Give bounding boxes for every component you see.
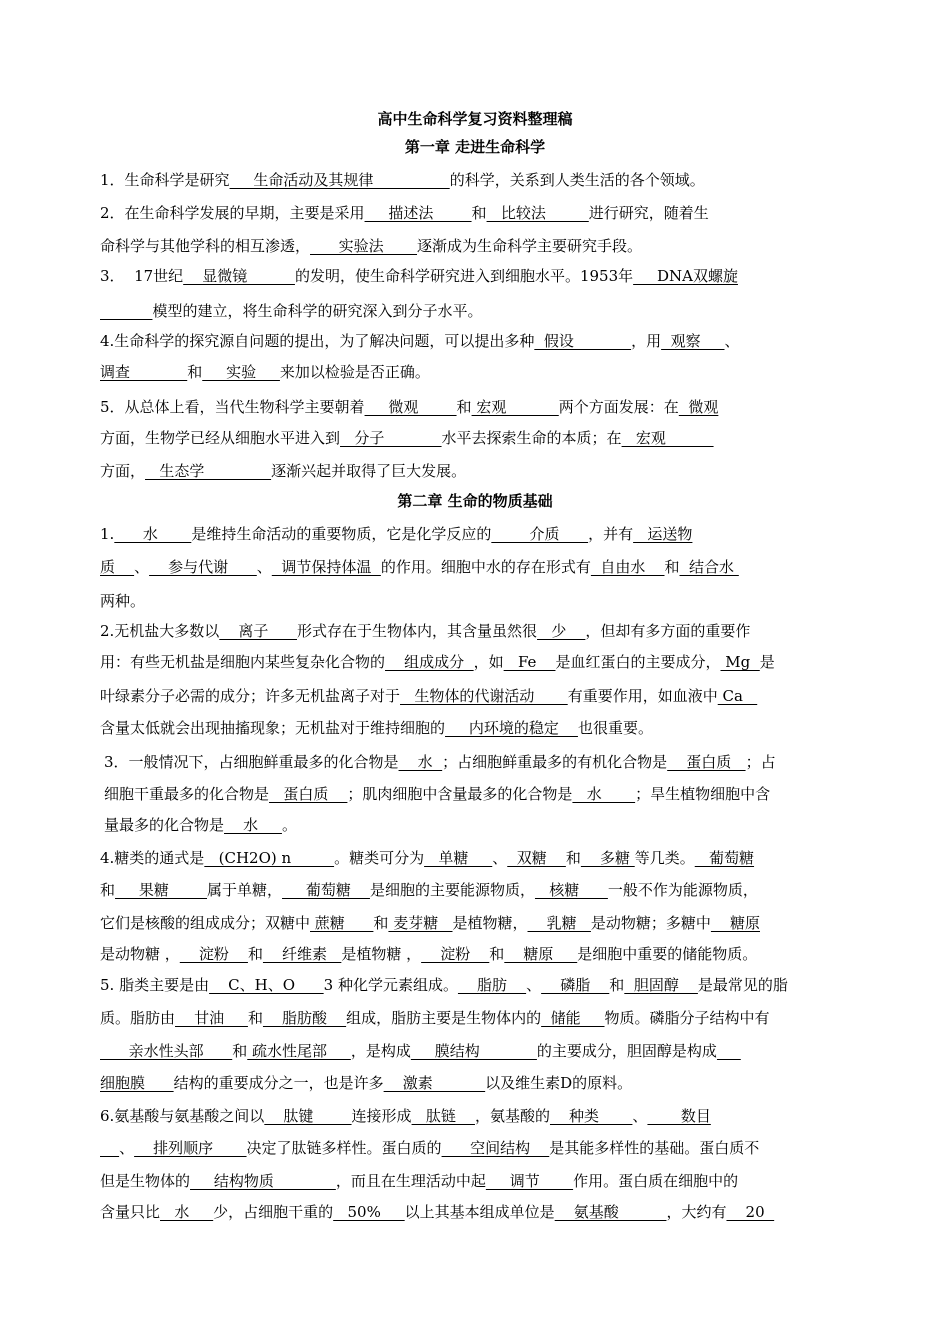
text-line xyxy=(100,203,860,223)
text-segment: 量最多的化合物是 xyxy=(104,816,225,834)
text-segment: ，并有 xyxy=(588,525,634,543)
text-segment: 用：有些无机盐是细胞内某些复杂化合物的 xyxy=(100,653,386,671)
fill-in-answer: 参与代谢 xyxy=(149,558,257,576)
text-segment: 但是生物体的 xyxy=(100,1172,191,1190)
text-segment: 2.无机盐大多数以 xyxy=(100,622,220,640)
fill-in-answer: 葡萄糖 xyxy=(282,881,370,899)
fill-in-answer: 甘油 xyxy=(175,1009,248,1027)
fill-in-answer: 生命活动及其规律 xyxy=(229,171,450,189)
fill-in-answer: 多糖 xyxy=(580,849,635,867)
fill-in-answer: 介质 xyxy=(491,525,589,543)
fill-in-answer: 蔗糖 xyxy=(310,914,374,932)
fill-in-answer: 调节保持体温 xyxy=(271,558,381,576)
text-line xyxy=(100,1073,860,1093)
text-segment: 是最常见的脂 xyxy=(697,976,788,994)
fill-in-answer: 分子 xyxy=(340,429,442,447)
text-line xyxy=(100,848,860,868)
text-segment: 两种。 xyxy=(100,592,146,610)
text-segment: ，是构成 xyxy=(350,1042,411,1060)
text-segment: ，如 xyxy=(473,653,504,671)
fill-in-answer: 水 xyxy=(160,1203,214,1221)
fill-in-answer: 微观 xyxy=(678,398,719,416)
text-segment: ；占细胞鲜重最多的有机化合物是 xyxy=(442,753,668,771)
fill-in-answer: 膜结构 xyxy=(410,1042,537,1060)
fill-in-answer xyxy=(100,1139,119,1157)
text-line xyxy=(100,1202,860,1222)
text-segment: 也很重要。 xyxy=(577,719,653,737)
fill-in-answer: 离子 xyxy=(219,622,297,640)
text-line xyxy=(100,880,860,900)
fill-in-answer: 生态学 xyxy=(145,462,272,480)
fill-in-answer xyxy=(717,1042,741,1060)
fill-in-answer: 数目 xyxy=(647,1107,711,1125)
text-segment: 5. 脂类主要是由 xyxy=(100,976,210,994)
fill-in-answer: 水 xyxy=(398,753,443,771)
text-segment: 模型的建立，将生命科学的研究深入到分子水平。 xyxy=(152,302,483,320)
fill-in-answer: 乳糖 xyxy=(527,914,591,932)
fill-in-answer: 调查 xyxy=(100,363,188,381)
text-segment: 等几类。 xyxy=(634,849,695,867)
text-line xyxy=(100,1138,860,1158)
fill-in-answer: 磷脂 xyxy=(541,976,610,994)
text-line xyxy=(100,461,860,481)
text-segment: 3． 17世纪 xyxy=(100,267,184,285)
fill-in-answer: (CH2O) n xyxy=(204,849,335,867)
fill-in-answer: 麦芽糖 xyxy=(388,914,453,932)
fill-in-answer: 20 xyxy=(726,1203,775,1221)
fill-in-answer: 比较法 xyxy=(486,204,589,222)
text-segment: 它们是核酸的组成成分；双糖中 xyxy=(100,914,311,932)
text-line xyxy=(100,266,860,286)
text-segment: 。 xyxy=(281,816,297,834)
text-line xyxy=(100,170,860,190)
text-segment: 两个方面发展：在 xyxy=(558,398,679,416)
text-segment: 、 xyxy=(492,849,508,867)
text-line xyxy=(100,524,860,544)
fill-in-answer: 水 xyxy=(114,525,192,543)
fill-in-answer: 内环境的稳定 xyxy=(445,719,578,737)
text-segment: 方面，生物学已经从细胞水平进入到 xyxy=(100,429,341,447)
text-segment: 和 xyxy=(565,849,581,867)
text-segment: 叶绿素分子必需的成分；许多无机盐离子对于 xyxy=(100,687,401,705)
fill-in-answer: 细胞膜 xyxy=(100,1074,174,1092)
text-line xyxy=(100,557,860,577)
text-line xyxy=(100,397,860,417)
text-segment: 是植物糖 ， xyxy=(341,945,422,963)
text-segment: 是 xyxy=(759,653,775,671)
text-segment: 的科学，关系到人类生活的各个领域。 xyxy=(449,171,705,189)
text-line xyxy=(100,652,860,672)
text-line xyxy=(100,913,860,933)
text-segment: 和 xyxy=(489,945,505,963)
text-segment: 物质。磷脂分子结构中有 xyxy=(604,1009,770,1027)
fill-in-answer: 储能 xyxy=(541,1009,605,1027)
text-segment: 决定了肽链多样性。蛋白质的 xyxy=(246,1139,442,1157)
text-segment: 连接形成 xyxy=(351,1107,412,1125)
text-segment: 是植物糖， xyxy=(452,914,528,932)
fill-in-answer: 实验法 xyxy=(310,237,418,255)
fill-in-answer: 种类 xyxy=(549,1107,633,1125)
text-segment: 命科学与其他学科的相互渗透， xyxy=(100,237,311,255)
text-segment: 形式存在于生物体内，其含量虽然很 xyxy=(297,622,538,640)
fill-in-answer: 运送物 xyxy=(633,525,693,543)
text-segment: 是动物糖 ， xyxy=(100,945,180,963)
fill-in-answer: 脂肪 xyxy=(457,976,527,994)
fill-in-answer: Mg xyxy=(720,653,760,671)
fill-in-answer: 亲水性头部 xyxy=(100,1042,233,1060)
fill-in-answer: 蛋白质 xyxy=(667,753,746,771)
fill-in-answer: 纤维素 xyxy=(262,945,342,963)
text-segment: 作用。蛋白质在细胞中的 xyxy=(573,1172,739,1190)
fill-in-answer: 疏水性尾部 xyxy=(247,1042,351,1060)
text-segment: 逐渐兴起并取得了巨大发展。 xyxy=(271,462,467,480)
text-segment: 是细胞中重要的储能物质。 xyxy=(577,945,758,963)
fill-in-answer: 肽链 xyxy=(411,1107,475,1125)
text-line xyxy=(100,1106,860,1126)
text-segment: ；旱生植物细胞中含 xyxy=(635,785,771,803)
text-segment: 是动物糖；多糖中 xyxy=(590,914,711,932)
text-line xyxy=(100,591,860,611)
text-segment: 。糖类可分为 xyxy=(334,849,425,867)
fill-in-answer: 胆固醇 xyxy=(624,976,698,994)
text-segment: 水平去探索生命的本质；在 xyxy=(441,429,622,447)
text-line xyxy=(100,428,860,448)
text-line xyxy=(104,815,864,835)
text-segment: ，氨基酸的 xyxy=(474,1107,550,1125)
text-segment: 、 xyxy=(134,558,150,576)
text-segment: 1. xyxy=(100,525,115,543)
fill-in-answer: Ca xyxy=(717,687,758,705)
fill-in-answer: 结合水 xyxy=(679,558,739,576)
text-segment: 1．生命科学是研究 xyxy=(100,171,230,189)
text-line xyxy=(100,236,860,256)
fill-in-answer: 水 xyxy=(224,816,282,834)
fill-in-answer: 实验 xyxy=(202,363,280,381)
text-segment: 结构的重要成分之一，也是许多 xyxy=(173,1074,384,1092)
fill-in-answer: 生物体的代谢活动 xyxy=(400,687,568,705)
fill-in-answer: 质 xyxy=(100,558,135,576)
fill-in-answer: 空间结构 xyxy=(441,1139,550,1157)
text-segment: 4.生命科学的探究源自问题的提出，为了解决问题，可以提出多种 xyxy=(100,332,535,350)
text-segment: 和 xyxy=(247,945,263,963)
fill-in-answer: 单糖 xyxy=(424,849,493,867)
fill-in-answer: 观察 xyxy=(661,332,725,350)
fill-in-answer: 双糖 xyxy=(507,849,566,867)
text-segment: 一般不作为能源物质， xyxy=(607,881,758,899)
text-segment: 3 种化学元素组成。 xyxy=(323,976,458,994)
text-segment: 含量只比 xyxy=(100,1203,161,1221)
fill-in-answer: 50% xyxy=(333,1203,405,1221)
fill-in-answer: 宏观 xyxy=(471,398,559,416)
text-segment: 、 xyxy=(724,332,740,350)
fill-in-answer: DNA双螺旋 xyxy=(633,267,738,285)
fill-in-answer: 果糖 xyxy=(115,881,208,899)
text-line xyxy=(100,331,860,351)
text-line xyxy=(100,1008,860,1028)
fill-in-answer: 假设 xyxy=(534,332,632,350)
text-line xyxy=(100,718,860,738)
text-segment: 4.糖类的通式是 xyxy=(100,849,205,867)
text-segment: 5．从总体上看，当代生物科学主要朝着 xyxy=(100,398,365,416)
text-segment: 、 xyxy=(119,1139,135,1157)
text-segment: 方面， xyxy=(100,462,146,480)
text-segment: 的主要成分，胆固醇是构成 xyxy=(536,1042,717,1060)
fill-in-answer: 核糖 xyxy=(534,881,608,899)
fill-in-answer: 蛋白质 xyxy=(269,785,348,803)
text-segment: 有重要作用，如血液中 xyxy=(567,687,718,705)
text-segment: 、 xyxy=(526,976,542,994)
fill-in-answer: Fe xyxy=(503,653,556,671)
text-segment: 含量太低就会出现抽搐现象；无机盐对于维持细胞的 xyxy=(100,719,446,737)
text-segment: 以及维生素D的原料。 xyxy=(485,1074,633,1092)
fill-in-answer: 水 xyxy=(572,785,636,803)
text-segment: 和 xyxy=(100,881,116,899)
text-line xyxy=(100,621,860,641)
text-segment: 和 xyxy=(187,363,203,381)
text-segment: 和 xyxy=(471,204,487,222)
text-segment: ，用 xyxy=(631,332,662,350)
text-segment: 和 xyxy=(247,1009,263,1027)
text-segment: 、 xyxy=(632,1107,648,1125)
text-segment: ，但却有多方面的重要作 xyxy=(585,622,751,640)
text-segment: 的作用。细胞中水的存在形式有 xyxy=(380,558,591,576)
fill-in-answer: 淀粉 xyxy=(421,945,490,963)
chapter-1-heading: 第一章 走进生命科学 xyxy=(404,138,546,156)
text-segment: 进行研究，随着生 xyxy=(588,204,709,222)
chapter-2-heading: 第二章 生命的物质基础 xyxy=(397,492,553,510)
text-line xyxy=(100,362,860,382)
text-segment: 是细胞的主要能源物质， xyxy=(369,881,535,899)
fill-in-answer: 肽键 xyxy=(264,1107,352,1125)
text-segment: 6.氨基酸与氨基酸之间以 xyxy=(100,1107,265,1125)
text-segment: 和 xyxy=(456,398,472,416)
fill-in-answer: 显微镜 xyxy=(183,267,295,285)
fill-in-answer: 结构物质 xyxy=(190,1172,336,1190)
fill-in-answer: 氨基酸 xyxy=(554,1203,667,1221)
fill-in-answer: 调节 xyxy=(485,1172,574,1190)
text-segment: 以上其基本组成单位是 xyxy=(404,1203,555,1221)
text-line xyxy=(100,975,860,995)
fill-in-answer: 脂肪酸 xyxy=(262,1009,347,1027)
text-segment: 少，占细胞干重的 xyxy=(213,1203,334,1221)
document-title: 高中生命科学复习资料整理稿 xyxy=(377,110,573,128)
text-segment: 2．在生命科学发展的早期，主要是采用 xyxy=(100,204,365,222)
text-segment: 质。脂肪由 xyxy=(100,1009,176,1027)
fill-in-answer: 激素 xyxy=(383,1074,486,1092)
fill-in-answer: 淀粉 xyxy=(179,945,248,963)
text-segment: 和 xyxy=(232,1042,248,1060)
text-segment: ，大约有 xyxy=(666,1203,727,1221)
text-segment: 和 xyxy=(609,976,625,994)
fill-in-answer: 描述法 xyxy=(364,204,472,222)
fill-in-answer: 宏观 xyxy=(621,429,714,447)
text-segment: 和 xyxy=(373,914,389,932)
fill-in-answer xyxy=(100,302,152,320)
text-line xyxy=(100,1171,860,1191)
text-line xyxy=(100,1041,860,1061)
fill-in-answer: 微观 xyxy=(364,398,457,416)
fill-in-answer: C、H、O xyxy=(209,976,324,994)
fill-in-answer: 自由水 xyxy=(590,558,665,576)
fill-in-answer: 糖原 xyxy=(710,914,760,932)
text-segment: 、 xyxy=(256,558,272,576)
text-segment: 是维持生命活动的重要物质，它是化学反应的 xyxy=(191,525,492,543)
text-segment: ，而且在生理活动中起 xyxy=(335,1172,486,1190)
text-segment: 和 xyxy=(664,558,680,576)
fill-in-answer: 组成成分 xyxy=(385,653,474,671)
text-segment: 是血红蛋白的主要成分， xyxy=(555,653,721,671)
text-segment: 逐渐成为生命科学主要研究手段。 xyxy=(417,237,643,255)
text-line xyxy=(100,944,860,964)
text-segment: 组成，脂肪主要是生物体内的 xyxy=(346,1009,542,1027)
text-segment: 3．一般情况下，占细胞鲜重最多的化合物是 xyxy=(104,753,399,771)
text-segment: 属于单糖， xyxy=(207,881,283,899)
text-line xyxy=(100,686,860,706)
fill-in-answer: 葡萄糖 xyxy=(694,849,755,867)
text-segment: 的发明，使生命科学研究进入到细胞水平。1953年 xyxy=(294,267,634,285)
text-segment: ；占 xyxy=(745,753,776,771)
text-segment: 是其能多样性的基础。蛋白质不 xyxy=(549,1139,760,1157)
text-line xyxy=(104,784,864,804)
text-line xyxy=(104,752,864,772)
text-segment: 来加以检验是否正确。 xyxy=(279,363,430,381)
fill-in-answer: 糖原 xyxy=(504,945,578,963)
text-line xyxy=(100,301,860,321)
fill-in-answer: 少 xyxy=(537,622,586,640)
fill-in-answer: 排列顺序 xyxy=(134,1139,247,1157)
text-segment: ；肌肉细胞中含量最多的化合物是 xyxy=(347,785,573,803)
text-segment: 细胞干重最多的化合物是 xyxy=(104,785,270,803)
